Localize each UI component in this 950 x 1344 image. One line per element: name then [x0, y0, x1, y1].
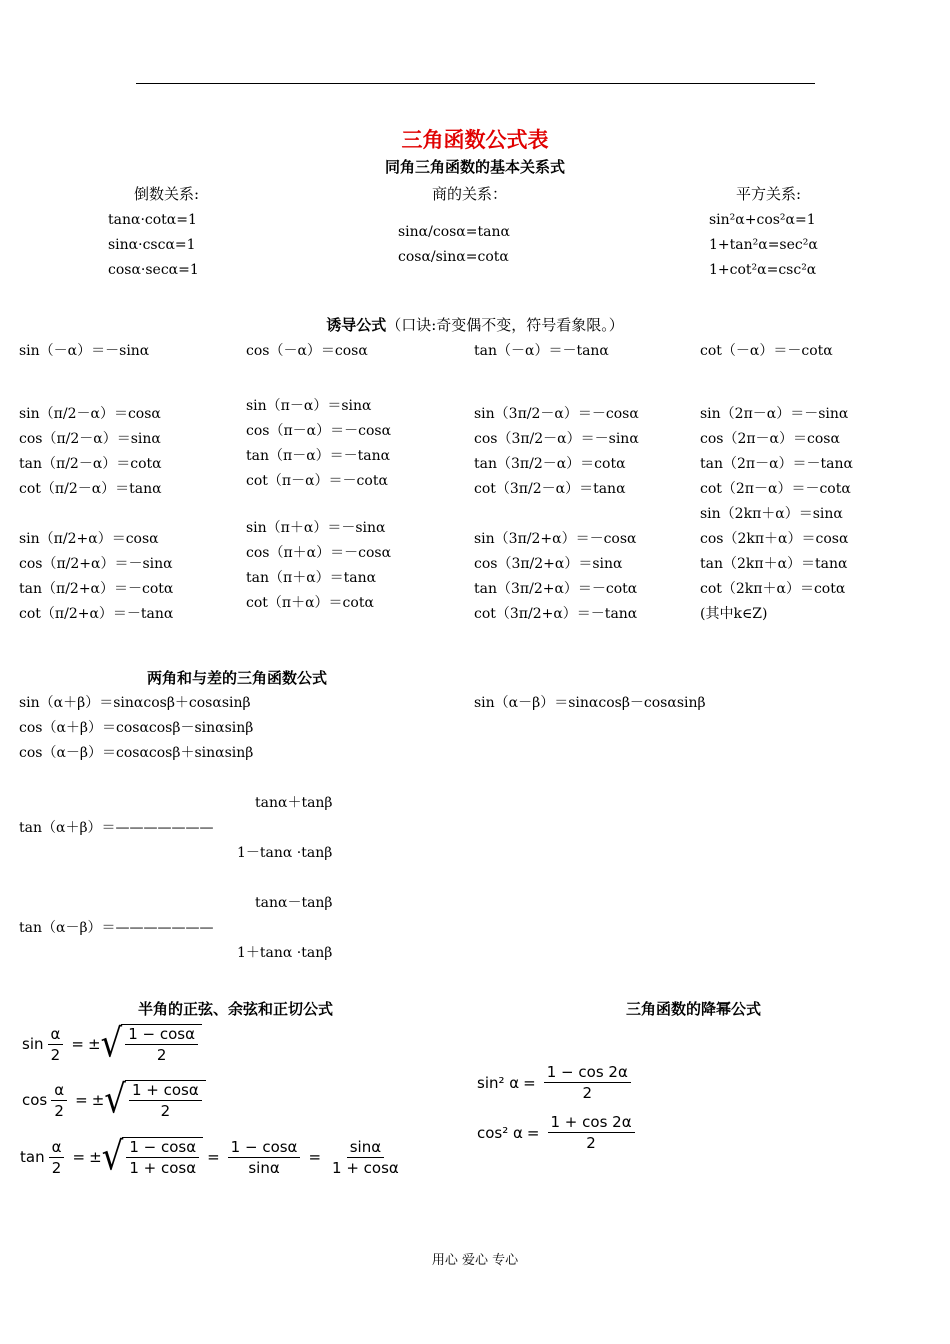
formula: cot（π/2+α）＝－tanα — [19, 606, 174, 622]
tan-plus-denominator: 1－tanα ·tanβ — [237, 845, 333, 861]
induction-row0-c4 — [700, 339, 833, 364]
formula: cos（π/2+α）＝－sinα — [19, 556, 173, 572]
fraction — [129, 1081, 202, 1120]
formula: sin（α－β）＝sinαcosβ－cosαsinβ — [474, 695, 706, 711]
equals: = — [72, 1148, 86, 1166]
formula: sin（α＋β）＝sinαcosβ＋cosαsinβ — [19, 695, 251, 711]
induction-heading-line — [0, 314, 950, 335]
formula: cot（2kπ＋α）＝cotα — [700, 581, 846, 597]
formula: cosα·secα=1 — [108, 262, 199, 278]
reciprocal-list — [108, 208, 199, 283]
tan-minus-lhs: tan（α－β）＝——————— — [19, 920, 214, 936]
induction-group-1 — [19, 402, 162, 502]
fraction — [126, 1138, 199, 1177]
equals: = — [75, 1091, 88, 1109]
fraction — [51, 1081, 67, 1120]
formula: cosα/sinα=cotα — [398, 249, 509, 265]
denominator: sinα — [248, 1158, 280, 1177]
formula: cot（2π－α）＝－cotα — [700, 481, 851, 497]
tan-plus-lhs-wrap — [19, 816, 214, 841]
equals: = — [308, 1148, 322, 1166]
power-cos-formula — [477, 1113, 639, 1152]
induction-group-7 — [474, 527, 637, 627]
induction-group-2 — [246, 394, 391, 494]
formula: cot（π－α）＝－cotα — [246, 473, 388, 489]
tan-plus-lhs: tan（α＋β）＝——————— — [19, 820, 214, 836]
sum-heading: 两角和与差的三角函数公式 — [147, 669, 328, 687]
numerator: α — [48, 1025, 64, 1045]
fraction — [125, 1025, 198, 1064]
induction-group-6 — [246, 516, 391, 616]
sqrt — [104, 1077, 205, 1123]
numerator: 1 + cos 2α — [548, 1113, 635, 1133]
formula: sinα·cscα=1 — [108, 237, 196, 253]
tan-minus-numerator-wrap — [255, 891, 333, 916]
reciprocal-label: 倒数关系: — [134, 185, 200, 203]
header-rule — [136, 83, 815, 84]
tan-minus-lhs-wrap — [19, 916, 214, 941]
formula: cot（π/2－α）＝tanα — [19, 481, 162, 497]
plus-minus: ± — [91, 1091, 105, 1109]
quotient-list — [398, 220, 510, 270]
formula: cot（π＋α）＝cotα — [246, 595, 374, 611]
formula: cos（2π－α）＝cosα — [700, 431, 840, 447]
numerator: α — [51, 1081, 67, 1101]
induction-group-3 — [474, 402, 639, 502]
sum-right — [474, 691, 706, 716]
formula: sin（2π－α）＝－sinα — [700, 406, 849, 422]
formula-note: (其中k∈Z) — [700, 606, 768, 622]
formula: sin（－α）＝－sinα — [19, 343, 150, 359]
denominator: 2 — [50, 1045, 61, 1064]
half-cos-formula — [22, 1077, 206, 1123]
formula: tanα·cotα=1 — [108, 212, 197, 228]
induction-row0-c3 — [474, 339, 609, 364]
numerator: sinα — [347, 1138, 384, 1158]
formula: tan（3π/2－α）＝cotα — [474, 456, 626, 472]
formula: tan（π/2－α）＝cotα — [19, 456, 162, 472]
formula: 1+tan²α=sec²α — [709, 237, 818, 253]
formula: cos（－α）＝cosα — [246, 343, 368, 359]
formula: cos（π/2－α）＝sinα — [19, 431, 161, 447]
equals: = — [526, 1123, 540, 1142]
formula: cos（3π/2+α）＝sinα — [474, 556, 623, 572]
radical-icon: √ — [101, 1134, 124, 1180]
cos-squared: cos² α — [477, 1123, 523, 1142]
square-list — [709, 208, 818, 283]
denominator: 2 — [582, 1084, 593, 1102]
formula: tan（2kπ＋α）＝tanα — [700, 556, 848, 572]
formula: sin（2kπ＋α）＝sinα — [700, 506, 843, 522]
denominator: 2 — [54, 1101, 64, 1120]
tan-minus-denominator: 1＋tanα ·tanβ — [237, 945, 333, 961]
basic-heading: 同角三角函数的基本关系式 — [384, 158, 565, 176]
formula: tan（－α）＝－tanα — [474, 343, 609, 359]
denominator: 2 — [586, 1134, 596, 1152]
induction-row0-c1 — [19, 339, 149, 364]
quotient-label: 商的关系： — [432, 185, 508, 203]
formula: cos（2kπ＋α）＝cosα — [700, 531, 849, 547]
page-title: 三角函数公式表 — [401, 128, 549, 152]
fraction — [544, 1063, 631, 1102]
formula: sin（π＋α）＝－sinα — [246, 520, 386, 536]
numerator: 1 − cosα — [126, 1138, 199, 1158]
power-heading: 三角函数的降幂公式 — [626, 1000, 762, 1018]
equals: = — [71, 1035, 84, 1053]
formula: cos（3π/2－α）＝－sinα — [474, 431, 639, 447]
induction-heading: 诱导公式 — [326, 316, 387, 334]
formula: tan（π/2+α）＝－cotα — [19, 581, 174, 597]
radical-icon: √ — [100, 1021, 123, 1067]
denominator: 2 — [160, 1102, 171, 1120]
formula: sin²α+cos²α=1 — [709, 212, 816, 228]
plus-minus: ± — [89, 1148, 102, 1166]
formula: tan（π－α）＝－tanα — [246, 448, 391, 464]
induction-mnemonic: （口诀:奇变偶不变，符号看象限。） — [386, 316, 624, 334]
fraction — [228, 1138, 301, 1177]
page-footer: 用心 爱心 专心 — [431, 1253, 519, 1268]
tan-plus-denominator-wrap — [237, 841, 332, 866]
formula: sin（π/2+α）＝cosα — [19, 531, 159, 547]
fraction — [48, 1025, 64, 1064]
half-sin-formula — [22, 1021, 202, 1067]
sqrt — [101, 1134, 203, 1180]
formula: sin（3π/2+α）＝－cosα — [474, 531, 637, 547]
induction-group-8 — [700, 502, 848, 627]
numerator: 1 − cosα — [228, 1138, 301, 1158]
numerator: 1 + cosα — [129, 1081, 202, 1101]
formula: tan（π＋α）＝tanα — [246, 570, 377, 586]
formula: tan（2π－α）＝－tanα — [700, 456, 853, 472]
numerator: α — [49, 1138, 65, 1158]
induction-group-4 — [700, 402, 853, 502]
tan-plus-numerator-wrap — [255, 791, 333, 816]
fn-tan: tan — [20, 1148, 45, 1166]
sin-squared: sin² α — [477, 1073, 520, 1092]
half-heading: 半角的正弦、余弦和正切公式 — [138, 1000, 334, 1018]
induction-row0-c2 — [246, 339, 368, 364]
formula: cot（－α）＝－cotα — [700, 343, 833, 359]
half-tan-formula — [20, 1134, 406, 1180]
formula: 1+cot²α=csc²α — [709, 262, 817, 278]
formula: cot（3π/2－α）＝tanα — [474, 481, 626, 497]
sqrt — [100, 1021, 202, 1067]
formula: sinα/cosα=tanα — [398, 224, 510, 240]
equals: = — [523, 1073, 536, 1092]
power-sin-formula — [477, 1063, 635, 1102]
formula: cos（π＋α）＝－cosα — [246, 545, 392, 561]
equals: = — [207, 1148, 220, 1166]
fraction — [329, 1138, 402, 1177]
numerator: 1 − cosα — [125, 1025, 198, 1045]
induction-group-5 — [19, 527, 173, 627]
fn-sin: sin — [22, 1035, 44, 1053]
formula: cos（α－β）＝cosαcosβ＋sinαsinβ — [19, 745, 254, 761]
plus-minus: ± — [87, 1035, 101, 1053]
tan-minus-numerator: tanα－tanβ — [255, 895, 333, 911]
fn-cos: cos — [22, 1091, 48, 1109]
formula: cot（3π/2+α）＝－tanα — [474, 606, 638, 622]
fraction — [548, 1113, 635, 1152]
denominator: 2 — [51, 1158, 62, 1177]
formula: tan（3π/2+α）＝－cotα — [474, 581, 638, 597]
radical-icon: √ — [104, 1077, 126, 1123]
denominator: 1 + cosα — [332, 1158, 399, 1177]
formula: cos（π－α）＝－cosα — [246, 423, 392, 439]
tan-plus-numerator: tanα＋tanβ — [255, 795, 333, 811]
numerator: 1 − cos 2α — [544, 1063, 631, 1083]
sum-left-list — [19, 691, 253, 766]
fraction — [49, 1138, 65, 1177]
denominator: 1 + cosα — [129, 1159, 197, 1177]
formula: cos（α＋β）＝cosαcosβ－sinαsinβ — [19, 720, 254, 736]
tan-minus-denominator-wrap — [237, 941, 332, 966]
formula: sin（π－α）＝sinα — [246, 398, 372, 414]
square-label: 平方关系: — [736, 185, 802, 203]
formula: sin（π/2－α）＝cosα — [19, 406, 161, 422]
formula: sin（3π/2－α）＝－cosα — [474, 406, 639, 422]
denominator: 2 — [156, 1046, 167, 1064]
